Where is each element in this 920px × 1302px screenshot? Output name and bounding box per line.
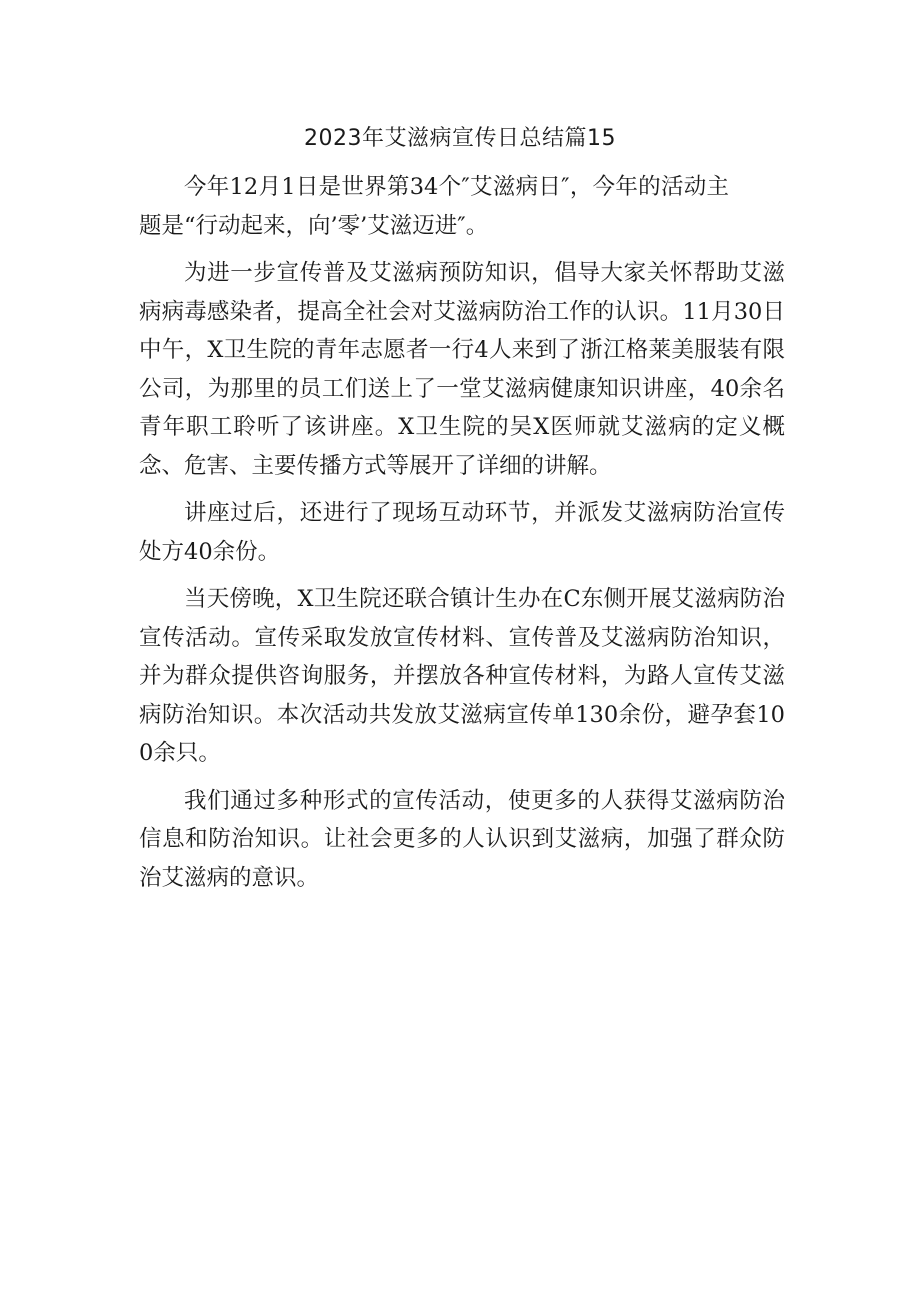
paragraph-conclusion: 我们通过多种形式的宣传活动，使更多的人获得艾滋病防治信息和防治知识。让社会更多的人认识到艾滋病，加强了群众防治艾滋病的意识。: [139, 787, 785, 891]
paragraph-lecture: 为进一步宣传普及艾滋病预防知识，倡导大家关怀帮助艾滋病病毒感染者，提高全社会对艾滋病防治工作的认识。11月30日中午，X卫生院的青年志愿者一行4人来到了浙江格莱美服装有限公司，为那里的员工们送上了一堂艾滋病健康知识讲座，40余名青年职工聆听了该讲座。X卫生院的吴X医师就艾滋病的定义概念、危害、主要传播方式等展开了详细的讲解。: [139, 260, 785, 479]
document-title: 2023年艾滋病宣传日总结篇15: [304, 126, 616, 151]
paragraph-evening-campaign: 当天傍晚，X卫生院还联合镇计生办在C东侧开展艾滋病防治宣传活动。宣传采取发放宣传材料、宣传普及艾滋病防治知识，并为群众提供咨询服务，并摆放各种宣传材料，为路人宣传艾滋病防治知识。本次活动共发放艾滋病宣传单130余份，避孕套100余只。: [139, 586, 785, 766]
paragraph-interaction: 讲座过后，还进行了现场互动环节，并派发艾滋病防治宣传处方40余份。: [139, 500, 785, 565]
document-body: [139, 168, 785, 897]
paragraph-theme: 今年12月1日是世界第34个″艾滋病日″，今年的活动主题是“行动起来，向’零’艾滋迈进″。: [139, 174, 729, 239]
